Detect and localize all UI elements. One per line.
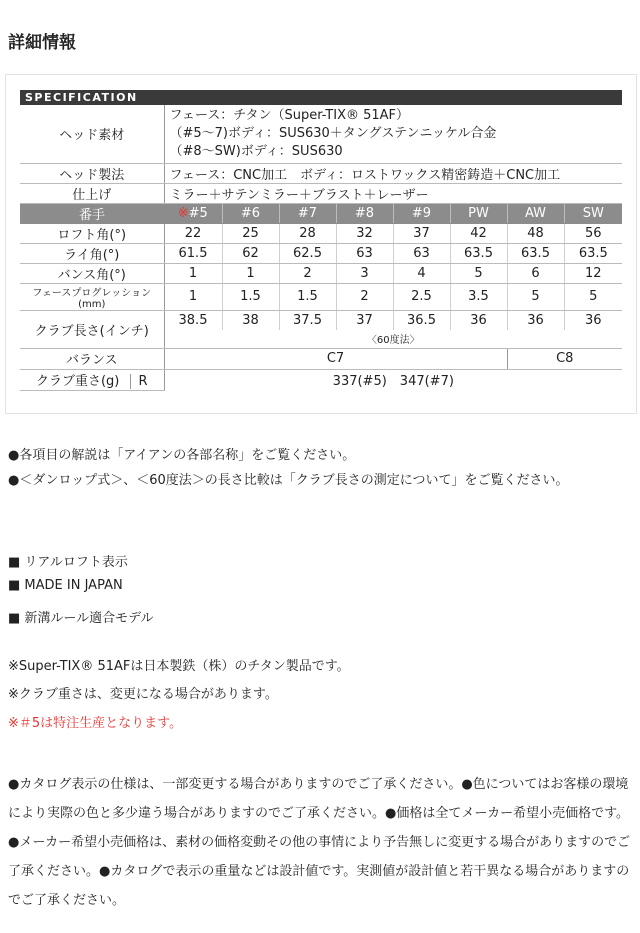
disclaimer: ●カタログ表示の仕様は、一部変更する場合がありますのでご了承ください。●色についてはお客様の環境により実際の色と多少違う場合がありますのでご了承ください。●価格は全てメーカー希望小売価格です。●メーカー希望小売価格は、素材の価格変動その他の事情により予告無しに変更する場合がありますのでご了承ください。●カタログで表示の重量などは設計値です。実測値が設計値と若干異なる場合がありますのでご了承ください。 [8, 777, 631, 908]
weight-label-cell [20, 369, 164, 390]
progression-cell: 5 [507, 283, 564, 310]
special-order-mark: ※ [177, 205, 189, 221]
progression-label: フェースプログレッション(mm) [20, 283, 164, 310]
bounce-cell: 1 [164, 263, 222, 283]
loft-row [20, 223, 622, 243]
balance-row [20, 348, 622, 369]
loft-cell: 48 [507, 223, 564, 243]
spec-header-text: SPECIFICATION [25, 91, 138, 104]
head-material-line: （#8〜SW)ボディ：SUS630 [169, 143, 343, 159]
bounce-cell: 3 [336, 263, 393, 283]
head-material-label: ヘッド素材 [20, 105, 164, 163]
number-cell: PW [450, 203, 507, 223]
length-label: クラブ長さ(インチ) [20, 310, 164, 348]
balance-value-c8: C8 [507, 348, 622, 369]
length-cell: 36 [564, 310, 622, 330]
balance-value-c7: C7 [164, 348, 507, 369]
feature-real-loft: ■ リアルロフト表示 [8, 555, 128, 570]
progression-cell: 1 [164, 283, 222, 310]
length-cell: 38.5 [178, 312, 208, 328]
process-value: フェース：CNC加工 ボディ：ロストワックス精密鋳造＋CNC加工 [164, 163, 622, 183]
number-cell: #8 [336, 203, 393, 223]
bounce-cell: 2 [279, 263, 336, 283]
number-cell: #6 [222, 203, 279, 223]
loft-label: ロフト角(°) [20, 223, 164, 243]
remark-special-order: ※＃5は特注生産となります。 [8, 716, 183, 731]
feature-groove-rule: ■ 新溝ルール適合モデル [8, 611, 154, 626]
length-row [20, 310, 622, 330]
progression-cell: 2.5 [393, 283, 450, 310]
page-title: 詳細情報 [8, 33, 76, 53]
length-cell: 38 [222, 310, 279, 330]
length-cell: 37 [336, 310, 393, 330]
weight-row [20, 369, 622, 390]
bounce-cell: 4 [393, 263, 450, 283]
process-row [20, 163, 622, 183]
loft-cell: 25 [222, 223, 279, 243]
weight-value: 337(#5) 347(#7) [332, 374, 454, 390]
spec-table [20, 105, 622, 391]
length-cell: 36.5 [393, 310, 450, 330]
weight-label: クラブ重さ(g) [35, 374, 120, 389]
length-cell: 36 [450, 310, 507, 330]
lie-cell: 62.5 [279, 243, 336, 263]
lie-cell: 63 [393, 243, 450, 263]
progression-cell: 1.5 [222, 283, 279, 310]
note-parts: ●各項目の解説は「アイアンの各部名称」をご覧ください。 [8, 448, 356, 463]
progression-cell: 3.5 [450, 283, 507, 310]
bounce-cell: 6 [507, 263, 564, 283]
spec-header [20, 90, 622, 105]
progression-row [20, 283, 622, 310]
number-text: #5 [188, 205, 208, 221]
progression-cell: 5 [564, 283, 622, 310]
number-row [20, 203, 622, 223]
length-note: 〈60度法〉 [164, 330, 622, 348]
finish-value: ミラー＋サテンミラー＋ブラスト＋レーザー [164, 183, 622, 203]
remark-weight: ※クラブ重さは、変更になる場合があります。 [8, 687, 278, 702]
note-length-compare: ●＜ダンロップ式＞、＜60度法＞の長さ比較は「クラブ長さの測定について」をご覧ください。 [8, 473, 569, 488]
number-label: 番手 [20, 203, 164, 223]
bounce-label: バンス角(°) [20, 263, 164, 283]
lie-cell: 62 [222, 243, 279, 263]
loft-cell: 22 [164, 223, 222, 243]
bounce-row [20, 263, 622, 283]
loft-cell: 37 [393, 223, 450, 243]
lie-cell: 61.5 [164, 243, 222, 263]
bounce-cell: 5 [450, 263, 507, 283]
weight-flex: R [130, 374, 148, 389]
lie-label: ライ角(°) [20, 243, 164, 263]
lie-cell: 63 [336, 243, 393, 263]
number-cell: #7 [279, 203, 336, 223]
number-cell [164, 203, 222, 223]
lie-cell: 63.5 [450, 243, 507, 263]
finish-row [20, 183, 622, 203]
number-cell: AW [507, 203, 564, 223]
progression-cell: 2 [336, 283, 393, 310]
head-material-line: （#5〜7)ボディ：SUS630＋タングステンニッケル合金 [169, 125, 497, 141]
balance-label: バランス [20, 348, 164, 369]
bounce-cell: 1 [222, 263, 279, 283]
head-material-value [164, 105, 622, 163]
loft-cell: 56 [564, 223, 622, 243]
loft-cell: 28 [279, 223, 336, 243]
finish-label: 仕上げ [20, 183, 164, 203]
head-material-row [20, 105, 622, 163]
head-material-line: フェース：チタン（Super-TIX® 51AF） [169, 107, 410, 123]
process-label: ヘッド製法 [20, 163, 164, 183]
lie-cell: 63.5 [564, 243, 622, 263]
length-cell: 37.5 [279, 310, 336, 330]
number-cell: #9 [393, 203, 450, 223]
remark-titanium: ※Super-TIX® 51AFは日本製鉄（株）のチタン製品です。 [8, 659, 350, 674]
length-cell: 36 [507, 310, 564, 330]
loft-cell: 32 [336, 223, 393, 243]
bounce-cell: 12 [564, 263, 622, 283]
feature-made-in-japan: ■ MADE IN JAPAN [8, 578, 123, 593]
lie-cell: 63.5 [507, 243, 564, 263]
number-cell: SW [564, 203, 622, 223]
progression-cell: 1.5 [279, 283, 336, 310]
lie-row [20, 243, 622, 263]
loft-cell: 42 [450, 223, 507, 243]
